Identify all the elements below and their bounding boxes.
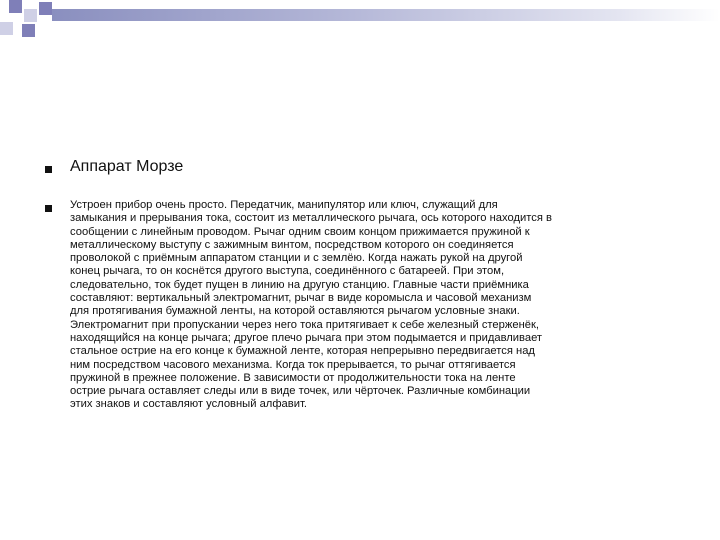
- body-line: находящийся на конце рычага; другое плечо рычага при этом подымается и придавливает: [70, 331, 543, 344]
- header-gradient-band: [52, 9, 720, 21]
- body-line: для протягивания бумажной ленты, на которой оставляются рычагом условные знаки.: [70, 305, 520, 318]
- body-line: Электромагнит при пропускании через него тока притягивает к себе железный стерженёк,: [70, 318, 539, 331]
- body-paragraph: [70, 199, 710, 412]
- body-line: этих знаков и составляют условный алфавит.: [70, 398, 307, 411]
- body-line: пружиной в прежнее положение. В зависимости от продолжительности тока на ленте: [70, 371, 516, 384]
- corner-square-4: [0, 22, 13, 35]
- corner-square-3: [39, 2, 52, 15]
- body-line: металлическому выступу с зажимным винтом, посредством которого он соединяется: [70, 238, 514, 251]
- body-line: стальное острие на его конце к бумажной ленте, которая непрерывно передвигается над: [70, 345, 535, 358]
- body-line: проволокой с приёмным аппаратом станции и с землёю. Когда нажать рукой на другой: [70, 252, 523, 265]
- body-line: острие рычага оставляет следы или в виде точек, или чёрточек. Различные комбинации: [70, 385, 531, 398]
- body-line: составляют: вертикальный электромагнит, рычаг в виде коромысла и часовой механизм: [70, 292, 532, 305]
- corner-square-5: [22, 24, 35, 37]
- square-bullet-icon: [45, 166, 52, 173]
- corner-square-2: [24, 9, 37, 22]
- body-line: конец рычага, то он коснётся другого выступа, соединённого с батареей. При этом,: [70, 265, 505, 278]
- body-line: сообщении с линейным проводом. Рычаг одним своим концом прижимается пружиной к: [70, 225, 530, 238]
- body-line: следовательно, ток будет пущен в линию на другую станцию. Главные части приёмника: [70, 278, 529, 291]
- slide-title: Аппарат Морзе: [70, 158, 184, 175]
- square-bullet-icon: [45, 205, 52, 212]
- body-line: ним посредством часового механизма. Когда ток прерывается, то рычаг оттягивается: [70, 358, 516, 371]
- body-line: замыкания и прерывания тока, состоит из металлического рычага, ось которого находится в: [70, 212, 552, 225]
- body-line: Устроен прибор очень просто. Передатчик, манипулятор или ключ, служащий для: [70, 199, 498, 211]
- corner-square-1: [9, 0, 22, 13]
